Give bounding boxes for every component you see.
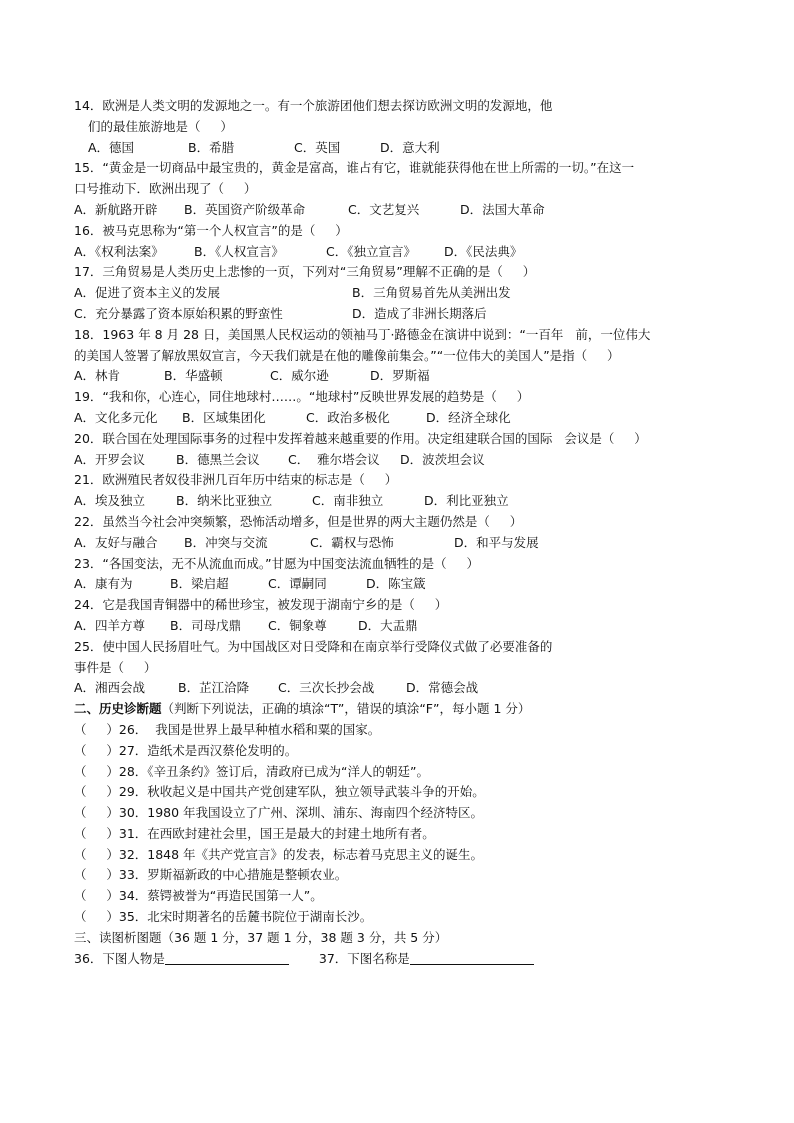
q18-stem-line2: 的美国人签署了解放黑奴宣言，今天我们就是在他的雕像前集会。”“一位伟大的美国人”是指（ ）: [74, 347, 620, 363]
q14-option-c: C．英国: [294, 139, 341, 155]
q22-option-d: D．和平与发展: [454, 534, 539, 550]
q23-option-d: D．陈宝箴: [366, 576, 426, 592]
q24-option-c: C．铜象尊: [268, 617, 327, 633]
q19-options: [74, 408, 724, 429]
q37-answer-blank[interactable]: [410, 951, 534, 965]
q22-option-a: A．友好与融合: [74, 534, 158, 550]
q24-option-b: B．司母戊鼎: [170, 617, 242, 633]
q14-option-d: D．意大利: [380, 139, 440, 155]
q20-option-c: C． 雅尔塔会议: [288, 451, 380, 467]
q21-option-b: B．纳米比亚独立: [176, 493, 273, 509]
q15-option-d: D．法国大革命: [460, 201, 545, 217]
q18-option-b: B．华盛顿: [164, 368, 223, 384]
q15-stem-line1: 15．“黄金是一切商品中最宝贵的，黄金是富高，谁占有它，谁就能获得他在世上所需的一切。”在这一: [74, 160, 635, 176]
q15-stem-line2: 口号推动下．欧洲出现了（ ）: [74, 181, 257, 197]
q14-options: [74, 138, 724, 159]
q37-label: 37．下图名称是: [318, 950, 410, 966]
q20-option-d: D．波茨坦会议: [400, 451, 485, 467]
q22-option-b: B．冲突与交流: [184, 534, 268, 550]
q19-option-b: B．区域集团化: [182, 409, 266, 425]
q23-option-c: C．谭嗣同: [268, 576, 327, 592]
q19-option-d: D．经济全球化: [426, 409, 511, 425]
judge-item-33: （ ）33．罗斯福新政的中心措施是整顿农业。: [74, 867, 348, 883]
q15-option-a: A．新航路开辟: [74, 201, 158, 217]
q17-options-row1: [74, 283, 724, 304]
q19-option-c: C．政治多极化: [306, 409, 390, 425]
q36-answer-blank[interactable]: [165, 951, 289, 965]
q18-option-a: A．林肯: [74, 368, 121, 384]
q16-stem: 16．被马克思称为“第一个人权宣言”的是（ ）: [74, 222, 348, 238]
q18-stem-line1: 18．1963 年 8 月 28 日，美国黑人民权运动的领袖马丁·路德金在演讲中说到：“一百年 前，一位伟大: [74, 326, 651, 342]
q24-option-a: A．四羊方尊: [74, 617, 146, 633]
q22-options: [74, 533, 724, 554]
q18-option-c: C．威尔逊: [270, 368, 329, 384]
q19-option-a: A．文化多元化: [74, 409, 158, 425]
exam-page: [74, 96, 724, 969]
q25-options: [74, 678, 724, 699]
q14-option-b: B．希腊: [188, 139, 235, 155]
q25-option-c: C．三次长抄会战: [278, 680, 375, 696]
q17-option-a: A．促进了资本主义的发展: [74, 285, 221, 301]
q16-option-b: B．《人权宣言》: [194, 243, 284, 259]
q15-option-b: B．英国资产阶级革命: [184, 201, 306, 217]
q17-stem: 17．三角贸易是人类历史上悲惨的一页，下列对“三角贸易”理解不正确的是（ ）: [74, 264, 536, 280]
q14-stem-line2: 们的最佳旅游地是（ ）: [88, 118, 233, 134]
q17-option-b: B．三角贸易首先从美洲出发: [352, 285, 511, 301]
judge-item-29: （ ）29．秋收起义是中国共产党创建军队，独立领导武装斗争的开始。: [74, 784, 485, 800]
q36-label: 36．下图人物是: [74, 950, 165, 966]
q25-option-b: B．芷江洽降: [178, 680, 250, 696]
q14-option-a: A．德国: [88, 139, 135, 155]
q23-option-b: B．梁启超: [170, 576, 229, 592]
q25-option-d: D．常德会战: [406, 680, 479, 696]
q21-option-a: A．埃及独立: [74, 493, 146, 509]
q25-stem-line1: 25．使中国人民扬眉吐气。为中国战区对日受降和在南京举行受降仪式做了必要准备的: [74, 638, 553, 654]
q17-option-d: D．造成了非洲长期落后: [352, 305, 487, 321]
section2-heading: 二、历史诊断题: [74, 701, 162, 717]
q16-options: [74, 242, 724, 263]
q17-option-c: C．充分暴露了资本原始积累的野蛮性: [74, 305, 283, 321]
q16-option-a: A．《权利法案》: [74, 243, 164, 259]
q14-stem-line1: 14．欧洲是人类文明的发源地之一。有一个旅游团他们想去探访欧洲文明的发源地，他: [74, 98, 553, 113]
judge-item-35: （ ）35．北宋时期著名的岳麓书院位于湖南长沙。: [74, 909, 373, 925]
q24-option-d: D．大盂鼎: [358, 617, 418, 633]
q20-stem: 20．联合国在处理国际事务的过程中发挥着越来越重要的作用。决定组建联合国的国际 会议是（ ）: [74, 430, 647, 446]
q22-stem: 22．虽然当今社会冲突频繁，恐怖活动增多，但是世界的两大主题仍然是（ ）: [74, 513, 523, 529]
judge-item-26: （ ）26． 我国是世界上最早种植水稻和粟的国家。: [74, 721, 381, 737]
q16-option-d: D．《民法典》: [444, 243, 523, 259]
q25-stem-line2: 事件是（ ）: [74, 659, 157, 675]
q24-stem: 24．它是我国青铜器中的稀世珍宝，被发现于湖南宁乡的是（ ）: [74, 597, 448, 613]
judge-item-34: （ ）34．蔡锷被誉为“再造民国第一人”。: [74, 888, 323, 904]
q17-options-row2: [74, 304, 724, 325]
q20-option-a: A．开罗会议: [74, 451, 146, 467]
q23-option-a: A．康有为: [74, 576, 133, 592]
judge-item-30: （ ）30．1980 年我国设立了广州、深圳、浦东、海南四个经济特区。: [74, 805, 484, 821]
judge-item-27: （ ）27．造纸术是西汉蔡伦发明的。: [74, 742, 298, 758]
q24-options: [74, 616, 724, 637]
q16-option-c: C．《独立宣言》: [326, 243, 416, 259]
judge-item-31: （ ）31．在西欧封建社会里，国王是最大的封建土地所有者。: [74, 825, 435, 841]
judge-item-28: （ ）28．《辛丑条约》签订后，清政府已成为“洋人的朝廷”。: [74, 763, 429, 779]
judge-item-32: （ ）32．1848 年《共产党宣言》的发表，标志着马克思主义的诞生。: [74, 846, 484, 862]
section3-heading: 三、读图析图题（36 题 1 分，37 题 1 分，38 题 3 分，共 5 分）: [74, 929, 448, 945]
q23-options: [74, 574, 724, 595]
q20-option-b: B．德黑兰会议: [176, 451, 260, 467]
q22-option-c: C．霸权与恐怖: [310, 534, 394, 550]
q25-option-a: A．湘西会战: [74, 680, 146, 696]
q21-options: [74, 491, 724, 512]
q23-stem: 23．“各国变法，无不从流血而成。”甘愿为中国变法流血牺牲的是（ ）: [74, 555, 479, 571]
section3-fill-row: [74, 949, 724, 970]
q15-option-c: C．文艺复兴: [348, 201, 420, 217]
q21-option-c: C．南非独立: [312, 493, 384, 509]
q15-options: [74, 200, 724, 221]
q21-stem: 21．欧洲殖民者奴役非洲几百年历中结束的标志是（ ）: [74, 472, 398, 488]
q20-options: [74, 450, 724, 471]
q19-stem: 19．“我和你，心连心，同住地球村……。“地球村”反映世界发展的趋势是（ ）: [74, 389, 530, 405]
section2-instruction: （判断下列说法，正确的填涂“T”，错误的填涂“F”，每小题 1 分）: [161, 701, 531, 717]
q21-option-d: D．利比亚独立: [424, 493, 509, 509]
section2-header: [74, 699, 724, 720]
q18-option-d: D．罗斯福: [370, 368, 430, 384]
q18-options: [74, 366, 724, 387]
